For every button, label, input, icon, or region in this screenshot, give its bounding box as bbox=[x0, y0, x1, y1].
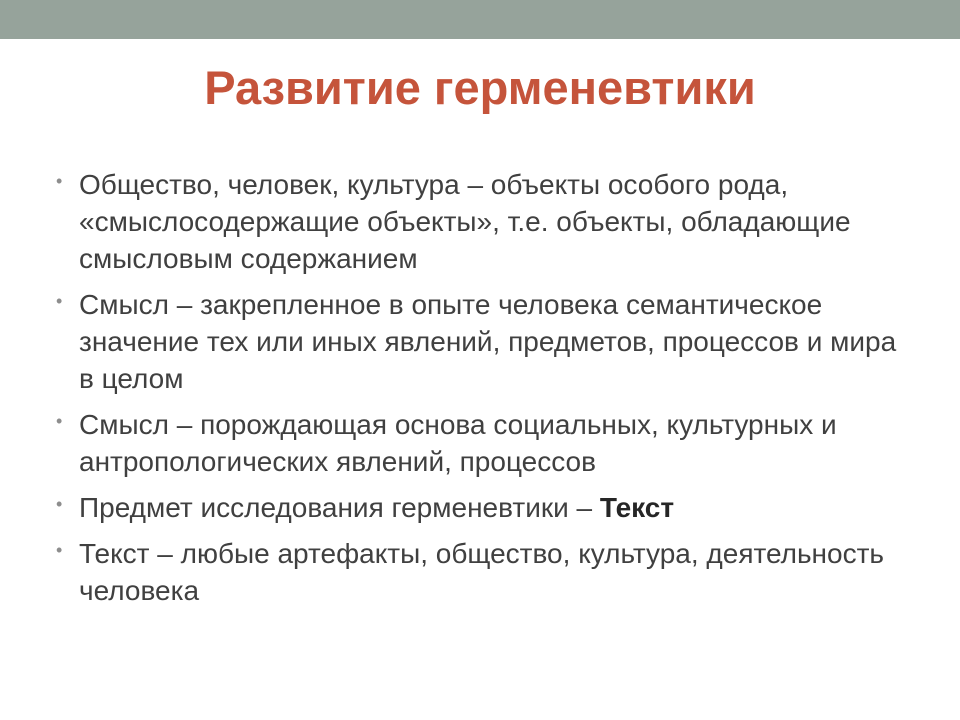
bullet-item-5 bbox=[56, 535, 916, 609]
bullet-dot-icon: • bbox=[56, 411, 63, 431]
bullet-dot-icon: • bbox=[56, 171, 63, 191]
bullet-list bbox=[56, 166, 916, 618]
bullet-dot-icon: • bbox=[56, 291, 63, 311]
bullet-text: Предмет исследования герменевтики – bbox=[79, 492, 600, 523]
bullet-item-4 bbox=[56, 489, 916, 526]
slide-title: Развитие герменевтики bbox=[204, 61, 756, 114]
bullet-text: Общество, человек, культура – объекты особого рода, «смыслосодержащие объекты», т.е. объекты, обладающие смысловым содержанием bbox=[79, 169, 851, 274]
bullet-text: Смысл – порождающая основа социальных, культурных и антропологических явлений, процессов bbox=[79, 409, 837, 477]
bullet-dot-icon: • bbox=[56, 494, 63, 514]
bullet-text: Смысл – закрепленное в опыте человека семантическое значение тех или иных явлений, предметов, процессов и мира в целом bbox=[79, 289, 897, 394]
bullet-item-2 bbox=[56, 286, 916, 397]
bullet-text-strong: Текст bbox=[599, 492, 675, 523]
bullet-text: Текст – любые артефакты, общество, культура, деятельность человека bbox=[79, 538, 884, 606]
bullet-item-3 bbox=[56, 406, 916, 480]
bullet-item-1 bbox=[56, 166, 916, 277]
top-decorative-band bbox=[0, 0, 960, 39]
bullet-dot-icon: • bbox=[56, 540, 63, 560]
